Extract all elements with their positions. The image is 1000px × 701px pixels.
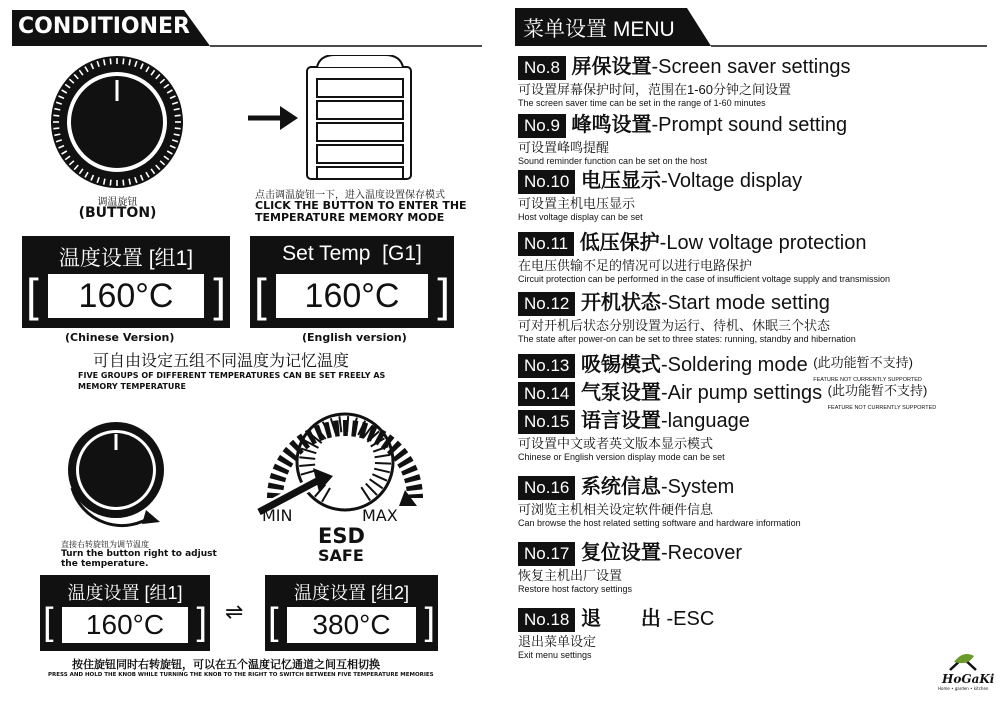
esd-label-1: ESD — [318, 524, 365, 548]
knob-icon — [50, 55, 185, 190]
menu-item-title-cn: 复位设置 — [580, 542, 661, 564]
lcd-bracket-right: ] — [196, 601, 207, 643]
switch-arrows-icon: ⇌ — [225, 600, 244, 625]
menu-item — [518, 112, 847, 167]
dial-min-label: MIN — [262, 506, 293, 525]
footer-text-cn: 按住旋钮同时右转旋钮，可以在五个温度记忆通道之间互相切换 — [72, 658, 380, 671]
menu-item-title — [518, 168, 802, 194]
turn-text-en-1: Turn the button right to adjust — [61, 549, 217, 559]
menu-item-title-en: -ESC — [660, 608, 715, 630]
menu-item-title-cn: 低压保护 — [579, 232, 660, 254]
menu-item — [518, 230, 890, 285]
menu-item-desc-en: Sound reminder function can be set on the host — [518, 156, 708, 166]
lcd-bracket-left: [ — [43, 601, 54, 643]
menu-item-title-en: -language — [660, 410, 750, 432]
lcd-display-chinese — [22, 236, 230, 328]
menu-item-number: No.13 — [518, 354, 575, 378]
menu-item-title-cn: 语言设置 — [580, 410, 661, 432]
menu-item — [518, 290, 856, 345]
footer-text-en: PRESS AND HOLD THE KNOB WHILE TURNING THE KNOB TO THE RIGHT TO SWITCH BETWEEN FIVE TEMPERATURE MEMORIES — [48, 672, 434, 678]
lcd-title: Set Temp [G1] — [282, 242, 422, 265]
menu-item-desc-cn: 可设置峰鸣提醒 — [518, 140, 610, 155]
menu-item-number: No.14 — [518, 382, 575, 406]
esd-label-2: SAFE — [318, 546, 364, 565]
lcd-value: 160°C — [62, 607, 188, 643]
lcd-value: 160°C — [276, 274, 428, 318]
lcd-bracket-right: ] — [213, 269, 226, 321]
left-header-bar — [12, 8, 482, 48]
lcd-title: 温度设置 [组1] — [58, 247, 194, 270]
menu-item-note — [828, 383, 937, 412]
left-header-title: CONDITIONER — [18, 14, 190, 39]
menu-item-title-cn: 吸锡模式 — [580, 354, 661, 376]
menu-item-number: No.17 — [518, 542, 575, 566]
lcd-value: 380°C — [287, 607, 416, 643]
menu-item-desc-cn: 退出菜单设定 — [518, 634, 597, 649]
dial-max-label: MAX — [362, 506, 398, 525]
right-header-title: 菜单设置 MENU — [523, 18, 675, 41]
menu-item-desc-en: The screen saver time can be set in the range of 1-60 minutes — [518, 98, 766, 108]
menu-item-title-en: -Voltage display — [660, 170, 803, 192]
menu-item-number: No.16 — [518, 476, 575, 500]
lcd-bracket-left: [ — [26, 269, 39, 321]
menu-item-number: No.18 — [518, 608, 575, 632]
menu-item-title-en: -Low voltage protection — [659, 232, 867, 254]
menu-item-desc-en: Chinese or English version display mode can be set — [518, 452, 725, 462]
groups-text-en-2: MEMORY TEMPERATURE — [78, 382, 187, 391]
lcd-title: 温度设置 [组1] — [67, 583, 183, 603]
menu-item-title-en: -Recover — [660, 542, 743, 564]
menu-item-number: No.15 — [518, 410, 575, 434]
menu-item — [518, 408, 750, 463]
menu-item-title-cn: 系统信息 — [580, 476, 661, 498]
right-header-bar — [515, 6, 987, 48]
lcd-display-english — [250, 236, 454, 328]
knob-turn-icon — [60, 410, 180, 538]
menu-item-title-en: -Screen saver settings — [651, 56, 851, 78]
lcd-bracket-right: ] — [424, 601, 435, 643]
menu-item-title-cn: 峰鸣设置 — [571, 114, 652, 136]
menu-item-desc-cn: 可设置主机电压显示 — [518, 196, 636, 211]
lcd-title: 温度设置 [组2] — [293, 583, 409, 603]
menu-item-number: No.11 — [518, 232, 574, 256]
menu-item-title-cn: 屏保设置 — [571, 56, 652, 78]
menu-item-title — [518, 230, 890, 256]
menu-item-title-cn: 退 出 — [580, 608, 661, 630]
menu-item-title — [518, 474, 801, 500]
knob-side-icon — [305, 55, 415, 180]
menu-item-title-en: -Prompt sound setting — [651, 114, 848, 136]
logo-tagline: Home • garden • kitchen — [938, 686, 989, 691]
menu-item-title-cn: 电压显示 — [580, 170, 661, 192]
lcd-display-group1 — [40, 575, 210, 651]
click-instruction-en-1: CLICK THE BUTTON TO ENTER THE — [255, 199, 467, 212]
menu-item-desc-cn: 在电压供输不足的情况可以进行电路保护 — [518, 258, 753, 273]
menu-item-number: No.8 — [518, 56, 566, 80]
menu-item-note-cn: (此功能暂不支持) — [827, 383, 928, 398]
knob-label-cn: 调温旋钮 — [97, 197, 138, 208]
menu-item-desc-cn: 恢复主机出厂设置 — [518, 568, 623, 583]
menu-item — [518, 606, 714, 661]
menu-item-desc-en: Exit menu settings — [518, 650, 592, 660]
menu-item-number: No.9 — [518, 114, 566, 138]
menu-item-number: No.12 — [518, 292, 575, 316]
logo-name: HoGaKi — [942, 672, 995, 686]
lcd-bracket-left: [ — [268, 601, 279, 643]
menu-item-title-en: -System — [660, 476, 735, 498]
menu-item-desc-en: The state after power-on can be set to three states: running, standby and hibernation — [518, 334, 856, 344]
menu-item-title — [518, 540, 742, 566]
menu-item-title — [518, 112, 847, 138]
menu-item-title-cn: 气泵设置 — [580, 382, 661, 404]
caption-english-version: (English version) — [302, 331, 407, 344]
menu-item-desc-cn: 可设置中文或者英文版本显示模式 — [518, 436, 714, 451]
caption-chinese-version: (Chinese Version) — [65, 331, 175, 344]
menu-item — [518, 474, 801, 529]
menu-item — [518, 540, 742, 595]
brand-logo — [930, 650, 996, 694]
menu-item-desc-en: Circuit protection can be performed in the case of insufficient voltage supply and transmission — [518, 274, 891, 284]
menu-item-title — [518, 290, 856, 316]
menu-item-desc-cn: 可浏览主机相关设定软件硬件信息 — [518, 502, 714, 517]
menu-item — [518, 54, 850, 109]
menu-item-desc-cn: 可设置屏幕保护时间，范围在1-60分钟之间设置 — [518, 82, 792, 97]
knob-label-en: (BUTTON) — [78, 205, 157, 221]
menu-item-desc-en: Restore host factory settings — [518, 584, 633, 594]
groups-text-cn: 可自由设定五组不同温度为记忆温度 — [93, 351, 350, 370]
menu-item-desc-en: Host voltage display can be set — [518, 212, 643, 222]
menu-item-title — [518, 54, 850, 80]
menu-item — [518, 168, 802, 223]
lcd-bracket-right: ] — [437, 269, 450, 321]
groups-text-en-1: FIVE GROUPS OF DIFFERENT TEMPERATURES CAN BE SET FREELY AS — [78, 371, 386, 380]
menu-item-desc-en: Can browse the host related setting software and hardware information — [518, 518, 801, 528]
menu-item-title-cn: 开机状态 — [580, 292, 661, 314]
click-instruction-en-2: TEMPERATURE MEMORY MODE — [255, 211, 445, 224]
click-instruction-cn: 点击调温旋钮一下，进入温度设置保存模式 — [255, 190, 445, 201]
menu-item-note-en: FEATURE NOT CURRENTLY SUPPORTED — [827, 405, 937, 411]
menu-item-title-en: -Air pump settings — [660, 382, 823, 404]
menu-item-title — [518, 606, 714, 632]
menu-item-title-en: -Start mode setting — [660, 292, 830, 314]
menu-item-note-cn: (此功能暂不支持) — [813, 355, 913, 370]
turn-text-en-2: the temperature. — [61, 559, 149, 569]
turn-text-cn: 直接右转旋钮为调节温度 — [61, 540, 149, 549]
lcd-bracket-left: [ — [254, 269, 267, 321]
arrow-right-icon — [248, 103, 300, 133]
menu-item-title — [518, 408, 750, 434]
lcd-value: 160°C — [48, 274, 204, 318]
menu-item-number: No.10 — [518, 170, 575, 194]
menu-item-desc-cn: 可对开机后状态分别设置为运行、待机、休眠三个状态 — [518, 318, 831, 333]
menu-item-note-en: FEATURE NOT CURRENTLY SUPPORTED — [813, 377, 922, 383]
lcd-display-group2 — [265, 575, 438, 651]
menu-item-title-en: -Soldering mode — [660, 354, 808, 376]
